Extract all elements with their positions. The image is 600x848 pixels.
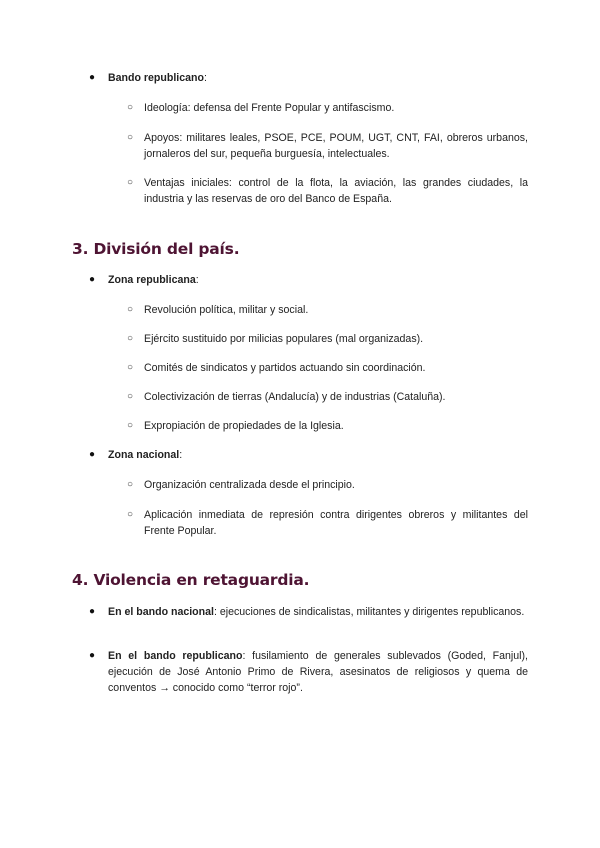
sub-list-item bbox=[127, 418, 528, 434]
list-item bbox=[89, 648, 528, 696]
bullet-circle-icon: ○ bbox=[127, 391, 134, 402]
section-heading: 4. Violencia en retaguardia. bbox=[72, 571, 310, 589]
sub-item-text: Colectivización de tierras (Andalucía) y de industrias (Cataluña). bbox=[144, 391, 446, 403]
sub-list-item bbox=[127, 100, 528, 116]
bullet-disc-icon: ● bbox=[89, 449, 96, 460]
item-bold-lead: En el bando nacional bbox=[108, 606, 214, 618]
sub-item-text: Organización centralizada desde el principio. bbox=[144, 479, 355, 491]
bullet-circle-icon: ○ bbox=[127, 509, 134, 520]
list-item bbox=[89, 447, 528, 463]
bullet-disc-icon: ● bbox=[89, 274, 96, 285]
bullet-circle-icon: ○ bbox=[127, 304, 134, 315]
sub-list-item bbox=[127, 477, 528, 493]
section-heading: 3. División del país. bbox=[72, 240, 240, 258]
sub-item-text: Comités de sindicatos y partidos actuando sin coordinación. bbox=[144, 362, 426, 374]
bullet-circle-icon: ○ bbox=[127, 333, 134, 344]
item-text: : bbox=[179, 449, 183, 461]
sub-item-text: Apoyos: militares leales, PSOE, PCE, POUM, UGT, CNT, FAI, obreros urbanos, jornaleros del sur, pequeña burguesía, intelectuales. bbox=[144, 132, 528, 160]
sub-list-item bbox=[127, 302, 528, 318]
item-text: : fusilamiento de generales sublevados (Goded, Fanjul), ejecución de José Antonio Primo de Rivera, asesinatos de religiosos y quema de conventos → conocido como “terror rojo”. bbox=[108, 650, 528, 694]
sub-item-text: Ventajas iniciales: control de la flota, la aviación, las grandes ciudades, la industria y las reservas de oro del Banco de España. bbox=[144, 177, 528, 205]
bullet-disc-icon: ● bbox=[89, 650, 96, 661]
sub-item-text: Revolución política, militar y social. bbox=[144, 304, 309, 316]
list-item bbox=[89, 604, 528, 620]
bullet-circle-icon: ○ bbox=[127, 177, 134, 188]
sub-list-item bbox=[127, 331, 528, 347]
bullet-disc-icon: ● bbox=[89, 72, 96, 83]
bullet-circle-icon: ○ bbox=[127, 102, 134, 113]
bullet-circle-icon: ○ bbox=[127, 362, 134, 373]
bullet-circle-icon: ○ bbox=[127, 420, 134, 431]
bullet-circle-icon: ○ bbox=[127, 479, 134, 490]
list-item bbox=[89, 70, 528, 86]
list-item bbox=[89, 272, 528, 288]
item-text: : bbox=[195, 274, 199, 286]
sub-list-item bbox=[127, 130, 528, 162]
item-text: : ejecuciones de sindicalistas, militantes y dirigentes republicanos. bbox=[213, 606, 525, 618]
sub-item-text: Expropiación de propiedades de la Iglesia. bbox=[144, 420, 344, 432]
sub-item-text: Ejército sustituido por milicias populares (mal organizadas). bbox=[144, 333, 424, 345]
item-bold-lead: Zona republicana bbox=[108, 274, 196, 286]
sub-list-item bbox=[127, 175, 528, 207]
item-bold-lead: Zona nacional bbox=[108, 449, 180, 461]
item-bold-lead: En el bando republicano bbox=[108, 650, 243, 662]
sub-item-text: Ideología: defensa del Frente Popular y antifascismo. bbox=[144, 102, 395, 114]
item-bold-lead: Bando republicano bbox=[108, 72, 204, 84]
sub-list-item bbox=[127, 360, 528, 376]
bullet-disc-icon: ● bbox=[89, 606, 96, 617]
sub-list-item bbox=[127, 507, 528, 539]
sub-item-text: Aplicación inmediata de represión contra dirigentes obreros y militantes del Frente Popular. bbox=[144, 509, 528, 537]
item-text: : bbox=[203, 72, 207, 84]
bullet-circle-icon: ○ bbox=[127, 132, 134, 143]
sub-list-item bbox=[127, 389, 528, 405]
